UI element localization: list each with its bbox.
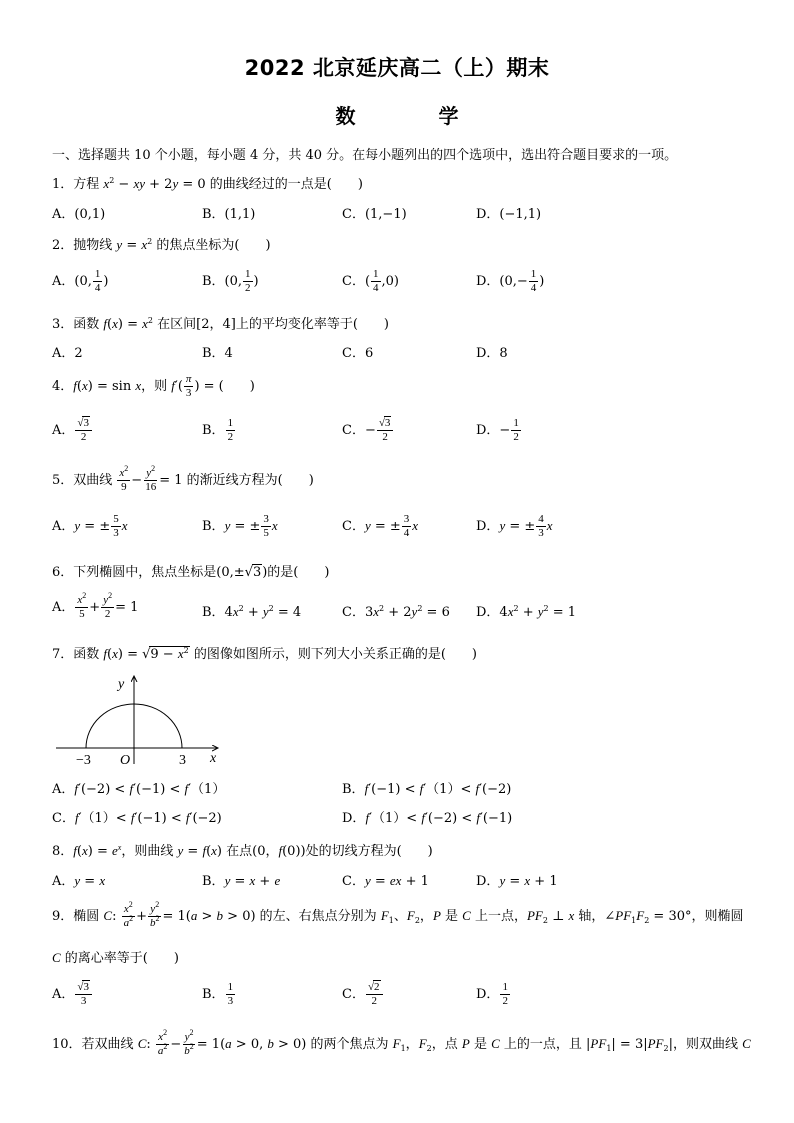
q6-option-b: B．$4x^2 + y^2 = 4$: [202, 604, 302, 620]
y-axis-label: y: [118, 677, 125, 692]
question-2: 2．抛物线 $y = x^2$ 的焦点坐标为( ): [52, 237, 271, 253]
page-title: 2022 北京延庆高二（上）期末: [244, 56, 550, 80]
q5-option-b: B．y = ± $\frac{3}{5}$ x: [202, 513, 278, 539]
q2-option-d: D．(0,− $\frac{1}{4}$ ): [476, 268, 545, 294]
q1-option-d: D．(−1,1): [476, 207, 542, 222]
q9-option-c: C． $\frac{√2}{2}$: [342, 981, 384, 1008]
question-9-line2: C 的离心率等于( ): [52, 950, 179, 966]
neg3-label: −3: [76, 753, 91, 768]
question-8: 8．$f(x) = e^x$，则曲线 y = f(x) 在点(0，f(0))处的切线方程为( ): [52, 843, 433, 859]
q4-option-a: A． $\frac{√3}{2}$: [52, 417, 93, 444]
q3-option-a: A．2: [52, 346, 83, 361]
q6-option-d: D．$4x^2 + y^2 = 1$: [476, 604, 577, 620]
q6-option-a: A． $\frac{x^2}{5}$ + $\frac{y^2}{2}$ = 1: [52, 591, 139, 620]
q5-option-d: D．y = ± $\frac{4}{3}$ x: [476, 513, 553, 539]
q3-option-d: D．8: [476, 346, 508, 361]
q8-option-d: D．y = x + 1: [476, 873, 558, 889]
q2-option-b: B．(0, $\frac{1}{2}$ ): [202, 268, 259, 294]
q6-option-c: C．$3x^2 + 2y^2 = 6$: [342, 604, 450, 620]
semicircle-graph: [52, 672, 224, 768]
q4-option-b: B． $\frac{1}{2}$: [202, 417, 234, 443]
q7-option-b: B．f′(−1) < f′（1）< f′(−2): [342, 781, 512, 797]
question-1: 1．方程 $x^2$ − xy + 2y = 0 的曲线经过的一点是( ): [52, 176, 363, 192]
q2-option-c: C．( $\frac{1}{4}$ ,0): [342, 268, 400, 294]
question-10: 10．若双曲线 C: $\frac{x^2}{a^2}$ − $\frac{y^2}{b^2}$ = 1(a > 0, b > 0) 的两个焦点为 $F_1$，$F_2$，点 P 是 C 上的一点，且 $|PF_1| = 3|PF_2|$，则双曲线 C: [52, 1028, 751, 1057]
question-9: 9．椭圆 C: $\frac{x^2}{a^2}$ + $\frac{y^2}{b^2}$ = 1(a > b > 0) 的左、右焦点分别为 $F_1$、$F_2$，P 是 C 上一点，$PF_2$ ⊥ x 轴，$\angle PF_1F_2 = 30^\circ$，则椭圆: [52, 900, 744, 929]
q4-option-d: D．− $\frac{1}{2}$: [476, 417, 519, 443]
pos3-label: 3: [179, 753, 186, 768]
q3-option-b: B．4: [202, 346, 233, 361]
q7-option-d: D．f′（1）< f′(−2) < f′(−1): [342, 810, 513, 826]
q1-option-b: B．(1,1): [202, 207, 256, 222]
subject-title: 数 学: [335, 104, 497, 128]
question-3: 3．函数 $f(x) = x^2$ 在区间[2，4]上的平均变化率等于( ): [52, 316, 389, 332]
q1-option-c: C．(1,−1): [342, 207, 407, 222]
question-5: 5．双曲线 $\frac{x^2}{9}$ − $\frac{y^2}{16}$ = 1 的渐近线方程为( ): [52, 464, 314, 493]
q7-option-c: C．f′（1）< f′(−1) < f′(−2): [52, 810, 222, 826]
question-6: 6．下列椭圆中，焦点坐标是(0,±√3)的是( ): [52, 565, 330, 580]
q4-option-c: C．− $\frac{√3}{2}$: [342, 417, 394, 444]
q1-option-a: A．(0,1): [52, 207, 106, 222]
x-axis-label: x: [210, 751, 217, 766]
q9-option-d: D． $\frac{1}{2}$: [476, 981, 508, 1007]
q9-option-a: A． $\frac{√3}{3}$: [52, 981, 93, 1008]
section-instructions: 一、选择题共 10 个小题，每小题 4 分，共 40 分。在每小题列出的四个选项中，选出符合题目要求的一项。: [52, 148, 678, 163]
q7-option-a: A．f′(−2) < f′(−1) < f′（1）: [52, 781, 226, 797]
q8-option-b: B．y = x + e: [202, 873, 281, 889]
origin-label: O: [120, 753, 131, 768]
q8-option-c: C．y = ex + 1: [342, 873, 429, 889]
q9-option-b: B． $\frac{1}{3}$: [202, 981, 234, 1007]
q8-option-a: A．y = x: [52, 873, 106, 889]
q3-option-c: C．6: [342, 346, 374, 361]
q5-option-a: A．y = ± $\frac{5}{3}$ x: [52, 513, 128, 539]
question-7: 7．函数 $f(x) = √9 - x^2$ 的图像如图所示，则下列大小关系正确的是( ): [52, 646, 477, 662]
question-4: 4．f(x) = sin x，则 f′( $\frac{\pi}{3}$ ) = ( ): [52, 373, 255, 399]
q2-option-a: A．(0, $\frac{1}{4}$ ): [52, 268, 109, 294]
q5-option-c: C．y = ± $\frac{3}{4}$ x: [342, 513, 419, 539]
